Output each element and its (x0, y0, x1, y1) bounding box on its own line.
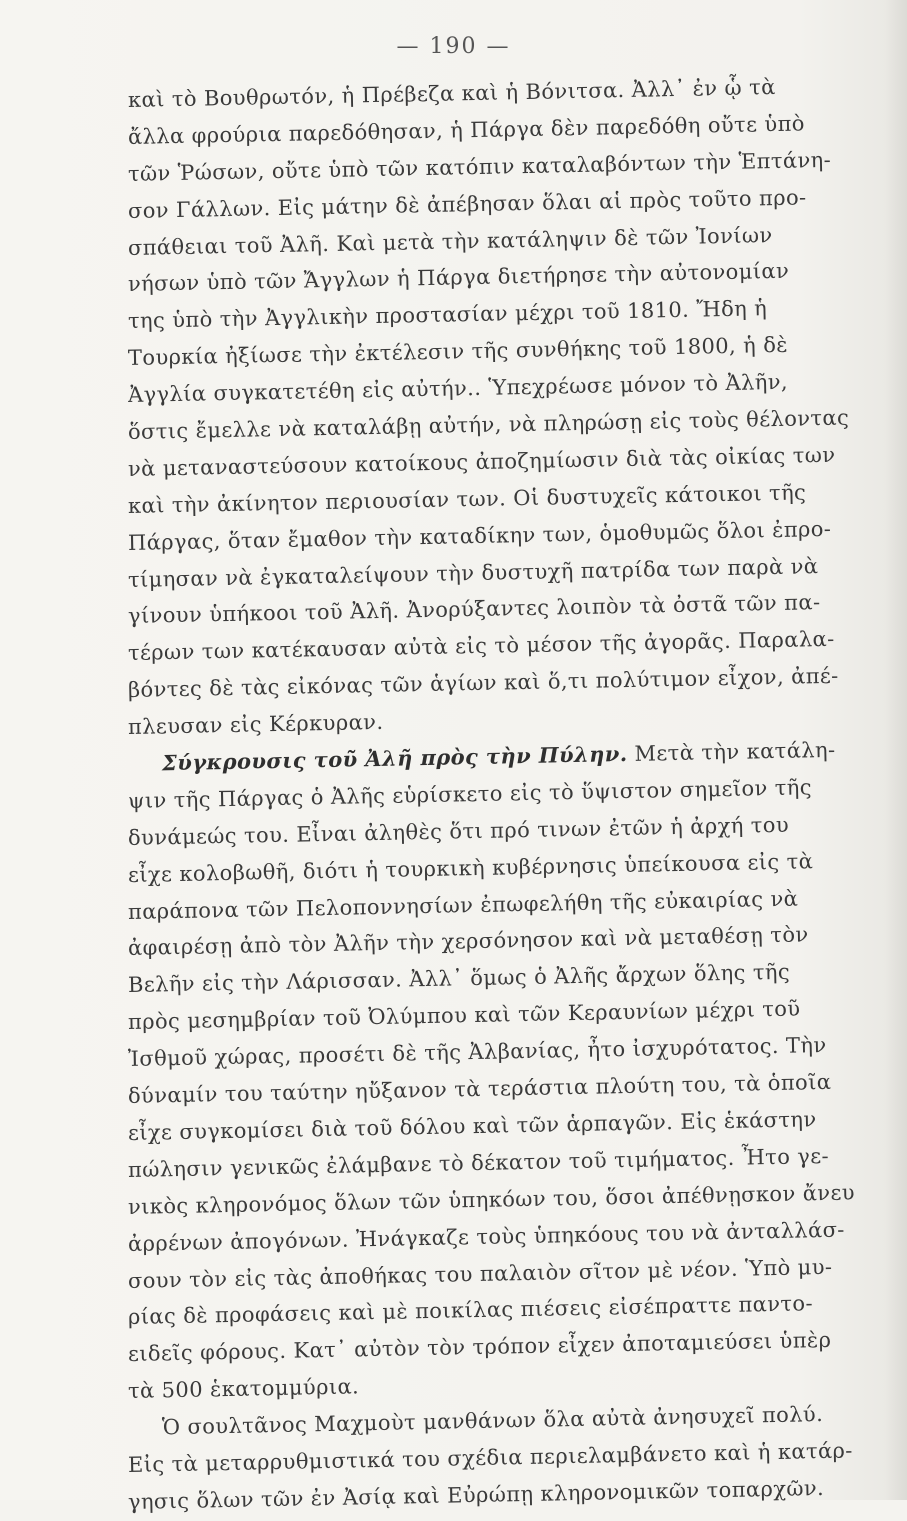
text-line: τὰ 500 ἑκατομμύρια. (127, 1374, 360, 1404)
text-line: πρὸς μεσημβρίαν τοῦ Ὀλύμπου καὶ τῶν Κεραυνίων μέχρι τοῦ (127, 996, 801, 1035)
text-line: τέρων των κατέκαυσαν αὐτὰ εἰς τὸ μέσον τῆς ἀγορᾶς. Παραλα- (127, 627, 835, 666)
text-line: Ἰσθμοῦ χώρας, προσέτι δὲ τῆς Ἀλβανίας, ἦτο ἰσχυρότατος. Τὴν (127, 1033, 827, 1072)
text-line: τῶν Ῥώσων, οὔτε ὑπὸ τῶν κατόπιν καταλαβόντων τὴν Ἑπτάνη- (127, 147, 832, 186)
text-line: εἶχε συγκομίσει διὰ τοῦ δόλου καὶ τῶν ἁρπαγῶν. Εἰς ἑκάστην (127, 1107, 817, 1145)
text-line: ειδεῖς φόρους. Κατ᾽ αὐτὸν τὸν τρόπον εἶχεν ἀποταμιεύσει ὑπὲρ (127, 1328, 832, 1367)
text-line: ἄλλα φρούρια παρεδόθησαν, ἡ Πάργα δὲν παρεδόθη οὔτε ὑπὸ (127, 111, 806, 149)
text-line: σον Γάλλων. Εἰς μάτην δὲ ἀπέβησαν ὅλαι αἱ πρὸς τοῦτο προ- (127, 185, 807, 223)
text-line: γίνουν ὑπήκοοι τοῦ Ἀλῆ. Ἀνορύξαντες λοιπὸν τὰ ὀστᾶ τῶν πα- (127, 590, 821, 629)
body-text (127, 75, 868, 1521)
text-line: της ὑπὸ τὴν Ἀγγλικὴν προστασίαν μέχρι τοῦ 1810. Ἤδη ἡ (127, 296, 768, 334)
text-line: Εἰς τὰ μεταρρυθμιστικά του σχέδια περιελαμβάνετο καὶ ἡ κατάρ- (127, 1438, 854, 1477)
text-line: πλευσαν εἰς Κέρκυραν. (127, 710, 384, 740)
section-heading: Σύγκρουσις τοῦ Ἀλῆ πρὸς τὴν Πύλην. (161, 741, 628, 776)
text-line: νὰ μεταναστεύσουν κατοίκους ἀποζημίωσιν διὰ τὰς οἰκίας των (127, 442, 836, 481)
text-line: βόντες δὲ τὰς εἰκόνας τῶν ἁγίων καὶ ὅ,τι πολύτιμον εἶχον, ἀπέ- (127, 663, 839, 703)
text-line: σπάθειαι τοῦ Ἀλῆ. Καὶ μετὰ τὴν κατάληψιν δὲ τῶν Ἰονίων (127, 222, 773, 260)
text-line: εἶχε κολοβωθῆ, διότι ἡ τουρκικὴ κυβέρνησις ὑπείκουσα εἰς τὰ (127, 848, 814, 887)
text-line: ψιν τῆς Πάργας ὁ Ἀλῆς εὑρίσκετο εἰς τὸ ὕψιστον σημεῖον τῆς (127, 775, 813, 813)
text-line: γησις ὅλων τῶν ἐν Ἀσίᾳ καὶ Εὐρώπῃ κληρονομικῶν τοπαρχῶν. (127, 1475, 825, 1514)
text-line: Τουρκία ἠξίωσε τὴν ἐκτέλεσιν τῆς συνθήκης τοῦ 1800, ἡ δὲ (127, 332, 789, 371)
text-line: ἀφαιρέσῃ ἀπὸ τὸν Ἀλῆν τὴν χερσόνησον καὶ νὰ μεταθέσῃ τὸν (127, 922, 809, 961)
text-line: Ἀγγλία συγκατετέθη εἰς αὐτήν.. Ὑπεχρέωσε μόνον τὸ Ἀλῆν, (127, 369, 789, 408)
text-line: καὶ τὴν ἀκίνητον περιουσίαν των. Οἱ δυστυχεῖς κάτοικοι τῆς (127, 480, 807, 518)
page-edge-shadow (885, 0, 907, 1500)
final-paragraph-first-line: Ὁ σουλτᾶνος Μαχμοὺτ μανθάνων ὅλα αὐτὰ ἀνησυχεῖ πολύ. (161, 1402, 824, 1440)
text-line: παράπονα τῶν Πελοποννησίων ἐπωφελήθη τῆς εὐκαιρίας νὰ (127, 886, 799, 924)
text-line: Βελῆν εἰς τὴν Λάρισσαν. Ἀλλ᾽ ὅμως ὁ Ἀλῆς ἄρχων ὅλης τῆς (127, 960, 791, 998)
text-line: ὅστις ἔμελλε νὰ καταλάβῃ αὐτήν, νὰ πληρώσῃ εἰς τοὺς θέλοντας (127, 405, 850, 445)
text-line: ρίας δὲ προφάσεις καὶ μὲ ποικίλας πιέσεις εἰσέπραττε παντο- (127, 1291, 814, 1330)
text-line: πώλησιν γενικῶς ἐλάμβανε τὸ δέκατον τοῦ τιμήματος. Ἦτο γε- (127, 1143, 830, 1182)
text-line: ἀρρένων ἀπογόνων. Ἠνάγκαζε τοὺς ὑπηκόους του νὰ ἀνταλλάσ- (127, 1217, 846, 1256)
text-line: σουν τὸν εἰς τὰς ἀποθήκας του παλαιὸν σῖτον μὲ νέον. Ὑπὸ μυ- (127, 1254, 833, 1293)
text-line: νήσων ὑπὸ τῶν Ἄγγλων ἡ Πάργα διετήρησε τὴν αὐτονομίαν (127, 259, 790, 297)
text-line: δύναμίν του ταύτην ηὔξανον τὰ τεράστια πλούτη του, τὰ ὁποῖα (127, 1069, 832, 1109)
text-line: νικὸς κληρονόμος ὅλων τῶν ὑπηκόων του, ὅσοι ἀπέθνῃσκον ἄνευ (127, 1180, 856, 1219)
text-line: καὶ τὸ Βουθρωτόν, ἡ Πρέβεζα καὶ ἡ Βόνιτσα. Ἀλλ᾽ ἐν ᾧ τὰ (127, 75, 776, 112)
text-line: Πάργας, ὅταν ἔμαθον τὴν καταδίκην των, ὁμοθυμῶς ὅλοι ἐπρο- (127, 516, 832, 555)
text-line: δυνάμεώς του. Εἶναι ἀληθὲς ὅτι πρό τινων ἐτῶν ἡ ἀρχή του (127, 812, 790, 850)
text-line: τίμησαν νὰ ἐγκαταλείψουν τὴν δυστυχῆ πατρίδα των παρὰ νὰ (127, 553, 819, 592)
section-first-line-rest: Μετὰ τὴν κατάλη- (627, 737, 836, 767)
page-number: — 190 — (396, 34, 511, 59)
